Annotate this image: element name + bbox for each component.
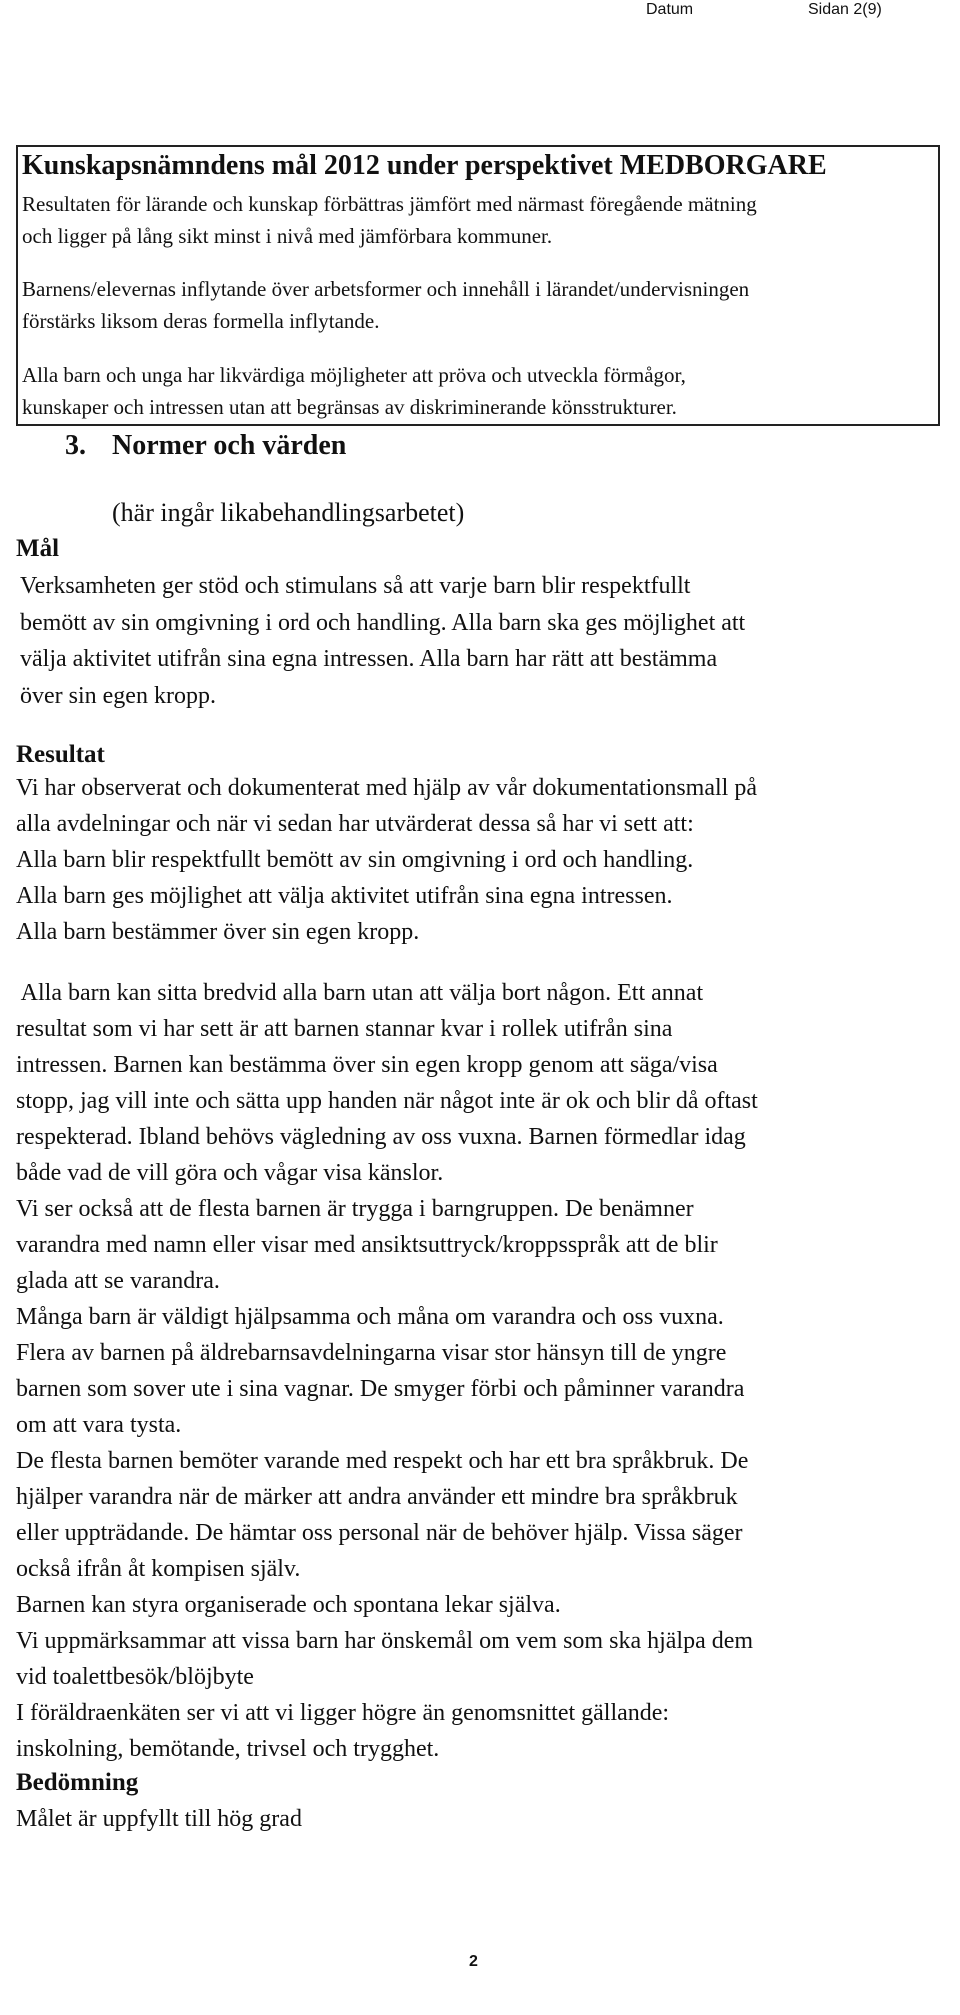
goal-paragraph-1 (22, 188, 932, 252)
details-line: vid toalettbesök/blöjbyte (16, 1664, 254, 1690)
details-line: Vi ser också att de flesta barnen är trygga i barngruppen. De benämner (16, 1196, 694, 1222)
resultat-text (16, 770, 936, 950)
page-header (0, 0, 960, 30)
mal-heading: Mål (16, 535, 60, 562)
bedomning-text: Målet är uppfyllt till hög grad (16, 1806, 302, 1832)
resultat-line: Alla barn blir respektfullt bemött av sin omgivning i ord och handling. (16, 847, 694, 873)
details-line: både vad de vill göra och vågar visa känslor. (16, 1160, 444, 1186)
details-line: eller uppträdande. De hämtar oss personal när de behöver hjälp. Vissa säger (16, 1520, 743, 1546)
section-subtitle: (här ingår likabehandlingsarbetet) (112, 498, 465, 527)
details-line: också ifrån åt kompisen själv. (16, 1556, 301, 1582)
details-line: resultat som vi har sett är att barnen stannar kvar i rollek utifrån sina (16, 1016, 673, 1042)
goal-line: förstärks liksom deras formella inflytande. (22, 309, 380, 333)
goal-line: och ligger på lång sikt minst i nivå med jämförbara kommuner. (22, 224, 553, 248)
goal-line: Barnens/elevernas inflytande över arbetsformer och innehåll i lärandet/undervisningen (22, 277, 750, 301)
mal-line: Verksamheten ger stöd och stimulans så att varje barn blir respektfullt (20, 573, 691, 599)
goals-box (16, 145, 940, 426)
goal-paragraph-3 (22, 359, 932, 423)
details-line: varandra med namn eller visar med ansiktsuttryck/kroppsspråk att de blir (16, 1232, 718, 1258)
mal-line: välja aktivitet utifrån sina egna intressen. Alla barn har rätt att bestämma (20, 646, 718, 672)
goal-paragraph-2 (22, 273, 932, 337)
bedomning-heading: Bedömning (16, 1769, 139, 1796)
header-page-number: Sidan 2(9) (808, 1, 882, 18)
details-line: Alla barn kan sitta bredvid alla barn utan att välja bort någon. Ett annat (16, 980, 704, 1006)
section-title: Normer och värden (112, 430, 347, 461)
details-line: hjälper varandra när de märker att andra använder ett mindre bra språkbruk (16, 1484, 738, 1510)
resultat-details (16, 975, 946, 1767)
details-line: glada att se varandra. (16, 1268, 220, 1294)
details-line: stopp, jag vill inte och sätta upp handen när något inte är ok och blir då oftast (16, 1088, 758, 1114)
details-line: inskolning, bemötande, trivsel och trygghet. (16, 1736, 440, 1762)
details-line: respekterad. Ibland behövs vägledning av oss vuxna. Barnen förmedlar idag (16, 1124, 746, 1150)
details-line: om att vara tysta. (16, 1412, 182, 1438)
mal-line: bemött av sin omgivning i ord och handling. Alla barn ska ges möjlighet att (20, 609, 746, 636)
mal-line: över sin egen kropp. (20, 682, 216, 709)
details-line: Barnen kan styra organiserade och spontana lekar själva. (16, 1592, 561, 1618)
details-line: I föräldraenkäten ser vi att vi ligger högre än genomsnittet gällande: (16, 1700, 670, 1726)
details-line: Många barn är väldigt hjälpsamma och måna om varandra och oss vuxna. (16, 1304, 724, 1330)
resultat-line: Alla barn bestämmer över sin egen kropp. (16, 919, 420, 945)
goal-line: kunskaper och intressen utan att begränsas av diskriminerande könsstrukturer. (22, 395, 677, 419)
details-line: De flesta barnen bemöter varande med respekt och har ett bra språkbruk. De (16, 1448, 749, 1474)
details-line: Vi uppmärksammar att vissa barn har önskemål om vem som ska hjälpa dem (16, 1628, 754, 1654)
resultat-line: Vi har observerat och dokumenterat med hjälp av vår dokumentationsmall på (16, 775, 757, 801)
mal-text (20, 568, 920, 714)
resultat-heading: Resultat (16, 741, 105, 768)
header-date: Datum (646, 1, 694, 18)
details-line: Flera av barnen på äldrebarnsavdelningarna visar stor hänsyn till de yngre (16, 1340, 727, 1366)
goals-title: Kunskapsnämndens mål 2012 under perspektivet MEDBORGARE (22, 150, 827, 181)
details-line: intressen. Barnen kan bestämma över sin egen kropp genom att säga/visa (16, 1052, 718, 1078)
section-number: 3. (65, 430, 86, 461)
goal-line: Alla barn och unga har likvärdiga möjligheter att pröva och utveckla förmågor, (22, 363, 686, 387)
goal-line: Resultaten för lärande och kunskap förbättras jämfört med närmast föregående mätning (22, 192, 757, 216)
resultat-line: Alla barn ges möjlighet att välja aktivitet utifrån sina egna intressen. (16, 883, 673, 909)
resultat-line: alla avdelningar och när vi sedan har utvärderat dessa så har vi sett att: (16, 811, 694, 837)
footer-page-number: 2 (469, 1953, 478, 1970)
details-line: barnen som sover ute i sina vagnar. De smyger förbi och påminner varandra (16, 1376, 745, 1402)
